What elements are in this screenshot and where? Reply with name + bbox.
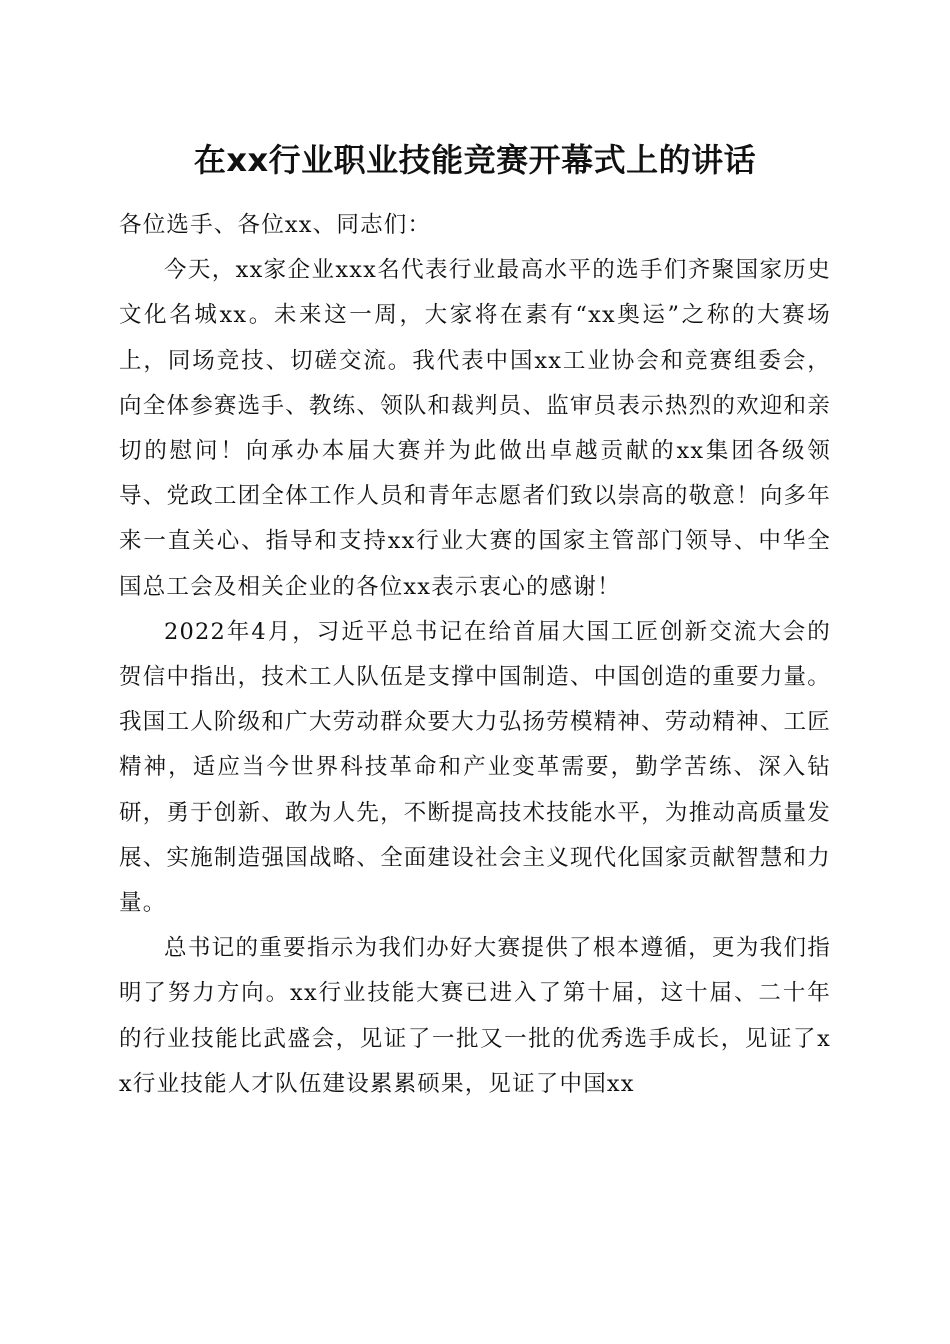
paragraph-instruction: 2022年4月，习近平总书记在给首届大国工匠创新交流大会的贺信中指出，技术工人队伍是支撑中国制造、中国创造的重要力量。我国工人阶级和广大劳动群众要大力弘扬劳模精神、劳动精神、工匠精神，适应当今世界科技革命和产业变革需要，勤学苦练、深入钻研，勇于创新、敢为人先，不断提高技术技能水平，为推动高质量发展、实施制造强国战略、全面建设社会主义现代化国家贡献智慧和力量。 [119,618,831,917]
document-title: 在xx行业职业技能竞赛开幕式上的讲话 [193,141,757,179]
paragraph-competition: 总书记的重要指示为我们办好大赛提供了根本遵循，更为我们指明了努力方向。xx行业技能大赛已进入了第十届，这十届、二十年的行业技能比武盛会，见证了一批又一批的优秀选手成长，见证了xx行业技能人才队伍建设累累硕果，见证了中国xx [119,935,831,1097]
salutation: 各位选手、各位xx、同志们： [119,212,432,238]
paragraph-welcome: 今天，xx家企业xxx名代表行业最高水平的选手们齐聚国家历史文化名城xx。未来这一周，大家将在素有“xx奥运”之称的大赛场上，同场竞技、切磋交流。我代表中国xx工业协会和竞赛组委会，向全体参赛选手、教练、领队和裁判员、监审员表示热烈的欢迎和亲切的慰问！向承办本届大赛并为此做出卓越贡献的xx集团各级领导、党政工团全体工作人员和青年志愿者们致以崇高的敬意！向多年来一直关心、指导和支持xx行业大赛的国家主管部门领导、中华全国总工会及相关企业的各位xx表示衷心的感谢！ [119,257,831,600]
document-body [119,203,831,1107]
